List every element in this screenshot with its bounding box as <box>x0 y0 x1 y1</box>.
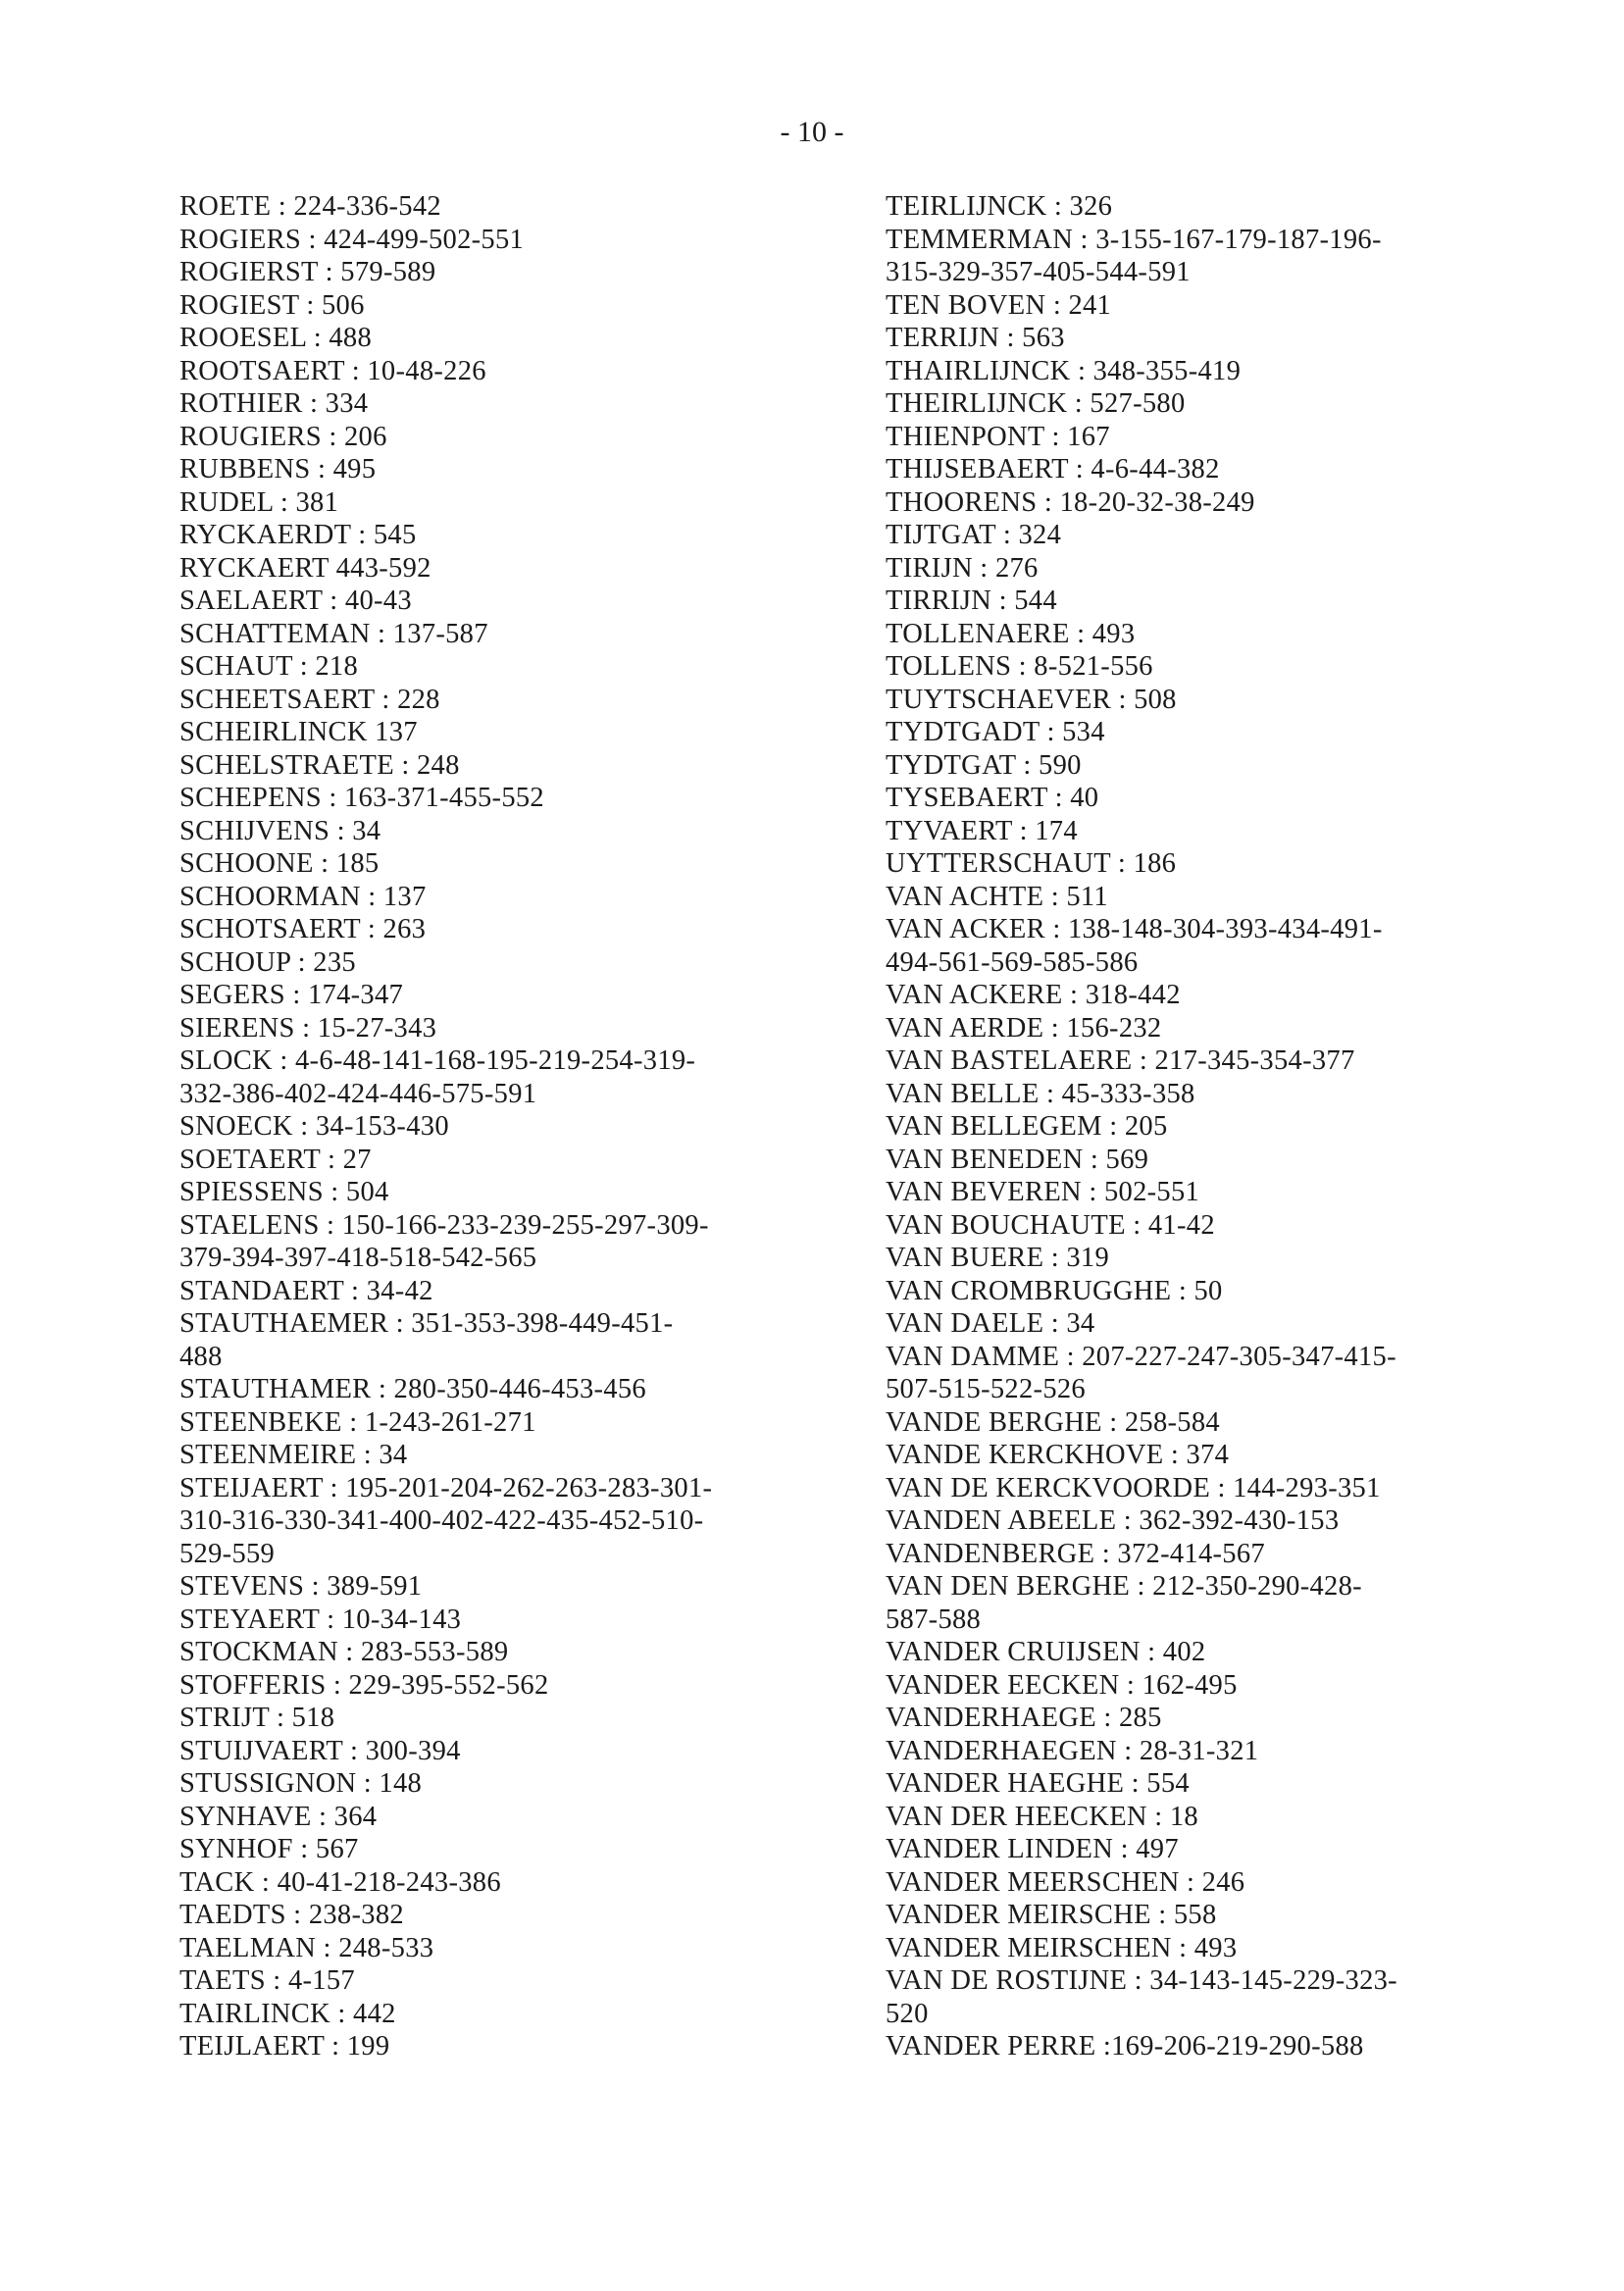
index-entry: STAELENS : 150-166-233-239-255-297-309- <box>179 1209 709 1241</box>
index-entry: VAN BEVEREN : 502-551 <box>886 1177 1200 1207</box>
index-entry: STEVENS : 389-591 <box>179 1571 423 1602</box>
index-entry: SCHATTEMAN : 137-587 <box>179 618 488 649</box>
index-entry: TYDTGAT : 590 <box>886 749 1082 781</box>
index-entry: VANDER LINDEN : 497 <box>886 1834 1179 1864</box>
index-entry: VAN ACKER : 138-148-304-393-434-491- <box>886 914 1383 944</box>
index-entry: TIJTGAT : 324 <box>886 520 1062 550</box>
index-entry: STAUTHAEMER : 351-353-398-449-451- <box>179 1308 674 1339</box>
index-entry: 488 <box>179 1341 223 1372</box>
index-entry: TIRRIJN : 544 <box>886 585 1057 616</box>
index-entry: VANDER MEIRSCHEN : 493 <box>886 1932 1238 1963</box>
index-entry: VANDE BERGHE : 258-584 <box>886 1406 1220 1438</box>
index-entry: SCHAUT : 218 <box>179 651 359 682</box>
index-entry: VAN BENEDEN : 569 <box>886 1144 1149 1175</box>
index-entry: TYSEBAERT : 40 <box>886 783 1099 813</box>
index-entry: ROETE : 224-336-542 <box>179 191 441 222</box>
index-entry: 315-329-357-405-544-591 <box>886 257 1191 287</box>
index-entry: UYTTERSCHAUT : 186 <box>886 848 1177 879</box>
index-entry: ROOESEL : 488 <box>179 323 373 353</box>
index-entry: THAIRLIJNCK : 348-355-419 <box>886 355 1242 386</box>
index-entry: SCHIJVENS : 34 <box>179 815 381 846</box>
index-entry: VAN ACHTE : 511 <box>886 881 1108 912</box>
index-entry: VANDERHAEGEN : 28-31-321 <box>886 1735 1259 1766</box>
index-entry: SCHEPENS : 163-371-455-552 <box>179 783 544 813</box>
index-entry: 529-559 <box>179 1538 276 1569</box>
index-entry: VAN DAELE : 34 <box>886 1308 1095 1339</box>
index-entry: ROGIERST : 579-589 <box>179 257 436 287</box>
index-entry: TAIRLINCK : 442 <box>179 1998 396 2029</box>
index-entry: STEIJAERT : 195-201-204-262-263-283-301- <box>179 1472 713 1503</box>
index-entry: STANDAERT : 34-42 <box>179 1275 433 1306</box>
index-entry: VAN DE ROSTIJNE : 34-143-145-229-323- <box>886 1965 1397 1996</box>
index-entry: THIJSEBAERT : 4-6-44-382 <box>886 454 1220 484</box>
index-entry: THIENPONT : 167 <box>886 421 1110 452</box>
index-entry: SCHELSTRAETE : 248 <box>179 749 460 781</box>
index-entry: VAN BOUCHAUTE : 41-42 <box>886 1209 1215 1241</box>
index-column-right <box>886 190 1572 2063</box>
index-entry: 520 <box>886 1998 929 2029</box>
index-entry: THOORENS : 18-20-32-38-249 <box>886 486 1255 518</box>
index-entry: RYCKAERT 443-592 <box>179 552 431 584</box>
index-entry: ROTHIER : 334 <box>179 388 369 419</box>
index-entry: TUYTSCHAEVER : 508 <box>886 684 1177 715</box>
index-column-left <box>179 190 846 2063</box>
index-entry: SYNHAVE : 364 <box>179 1801 378 1832</box>
index-entry: TERRIJN : 563 <box>886 323 1065 353</box>
index-entry: VAN DE KERCKVOORDE : 144-293-351 <box>886 1472 1381 1503</box>
index-entry: STEENBEKE : 1-243-261-271 <box>179 1406 536 1438</box>
index-entry: VANDER MEIRSCHE : 558 <box>886 1900 1217 1930</box>
index-entry: 379-394-397-418-518-542-565 <box>179 1243 537 1273</box>
index-entry: RUDEL : 381 <box>179 486 339 518</box>
index-entry: RYCKAERDT : 545 <box>179 520 417 550</box>
index-entry: SIERENS : 15-27-343 <box>179 1012 437 1044</box>
index-entry: VANDEN ABEELE : 362-392-430-153 <box>886 1505 1340 1536</box>
index-entry: ROOTSAERT : 10-48-226 <box>179 355 486 386</box>
index-entry: TIRIJN : 276 <box>886 552 1039 584</box>
index-entry: STUSSIGNON : 148 <box>179 1768 423 1799</box>
index-entry: TYDTGADT : 534 <box>886 717 1105 747</box>
index-entry: TEIJLAERT : 199 <box>179 2031 390 2062</box>
index-entry: SPIESSENS : 504 <box>179 1177 389 1207</box>
index-entry: VANDER PERRE :169-206-219-290-588 <box>886 2031 1364 2062</box>
index-entry: TOLLENAERE : 493 <box>886 618 1136 649</box>
index-entry: TEIRLIJNCK : 326 <box>886 191 1113 222</box>
index-entry: VANDERHAEGE : 285 <box>886 1703 1162 1733</box>
index-entry: 494-561-569-585-586 <box>886 946 1139 978</box>
index-entry: VAN BELLEGEM : 205 <box>886 1111 1168 1142</box>
index-entry: STEYAERT : 10-34-143 <box>179 1604 462 1635</box>
index-entry: VANDER HAEGHE : 554 <box>886 1768 1190 1799</box>
index-entry: VAN ACKERE : 318-442 <box>886 980 1181 1010</box>
index-entry: VANDER CRUIJSEN : 402 <box>886 1637 1206 1667</box>
index-entry: SCHEETSAERT : 228 <box>179 684 440 715</box>
index-entry: TEN BOVEN : 241 <box>886 289 1112 321</box>
index-entry: TOLLENS : 8-521-556 <box>886 651 1153 682</box>
index-entry: STEENMEIRE : 34 <box>179 1440 408 1470</box>
index-entry: SAELAERT : 40-43 <box>179 585 412 616</box>
index-entry: TAELMAN : 248-533 <box>179 1932 434 1963</box>
index-entry: STOFFERIS : 229-395-552-562 <box>179 1669 549 1701</box>
index-entry: SLOCK : 4-6-48-141-168-195-219-254-319- <box>179 1045 696 1076</box>
index-entry: ROGIEST : 506 <box>179 289 365 321</box>
index-entry: VANDENBERGE : 372-414-567 <box>886 1538 1265 1569</box>
index-entry: VANDE KERCKHOVE : 374 <box>886 1440 1230 1470</box>
index-entry: SCHOORMAN : 137 <box>179 881 427 912</box>
index-entry: SCHOONE : 185 <box>179 848 380 879</box>
index-entry: THEIRLIJNCK : 527-580 <box>886 388 1186 419</box>
index-entry: SYNHOF : 567 <box>179 1834 359 1864</box>
index-entry: 332-386-402-424-446-575-591 <box>179 1078 537 1109</box>
index-entry: VANDER MEERSCHEN : 246 <box>886 1866 1245 1898</box>
index-entry: VAN DAMME : 207-227-247-305-347-415- <box>886 1341 1396 1372</box>
index-entry: VAN DER HEECKEN : 18 <box>886 1801 1198 1832</box>
index-entry: SCHOUP : 235 <box>179 946 356 978</box>
index-entry: VAN CROMBRUGGHE : 50 <box>886 1275 1223 1306</box>
index-entry: ROGIERS : 424-499-502-551 <box>179 224 525 255</box>
index-entry: TAEDTS : 238-382 <box>179 1900 404 1930</box>
index-entry: 587-588 <box>886 1604 982 1635</box>
index-entry: 310-316-330-341-400-402-422-435-452-510- <box>179 1505 704 1536</box>
index-entry: TACK : 40-41-218-243-386 <box>179 1866 501 1898</box>
index-entry: STUIJVAERT : 300-394 <box>179 1735 461 1766</box>
index-entry: SNOECK : 34-153-430 <box>179 1111 449 1142</box>
index-entry: VAN DEN BERGHE : 212-350-290-428- <box>886 1571 1362 1602</box>
index-entry: VANDER EECKEN : 162-495 <box>886 1669 1238 1701</box>
index-entry: TYVAERT : 174 <box>886 815 1078 846</box>
index-entry: RUBBENS : 495 <box>179 454 377 484</box>
index-entry: SCHOTSAERT : 263 <box>179 914 427 944</box>
index-entry: STAUTHAMER : 280-350-446-453-456 <box>179 1374 646 1404</box>
index-entry: TAETS : 4-157 <box>179 1965 355 1996</box>
index-entry: 507-515-522-526 <box>886 1374 1086 1404</box>
index-entry: VAN BELLE : 45-333-358 <box>886 1078 1195 1109</box>
index-entry: SCHEIRLINCK 137 <box>179 717 418 747</box>
index-entry: STOCKMAN : 283-553-589 <box>179 1637 509 1667</box>
index-entry: VAN AERDE : 156-232 <box>886 1012 1162 1044</box>
page-number: - 10 - <box>780 116 844 148</box>
index-entry: SOETAERT : 27 <box>179 1144 372 1175</box>
index-entry: STRIJT : 518 <box>179 1703 335 1733</box>
index-entry: SEGERS : 174-347 <box>179 980 404 1010</box>
index-entry: VAN BASTELAERE : 217-345-354-377 <box>886 1045 1355 1076</box>
index-entry: TEMMERMAN : 3-155-167-179-187-196- <box>886 224 1382 255</box>
index-entry: VAN BUERE : 319 <box>886 1243 1110 1273</box>
index-entry: ROUGIERS : 206 <box>179 421 387 452</box>
